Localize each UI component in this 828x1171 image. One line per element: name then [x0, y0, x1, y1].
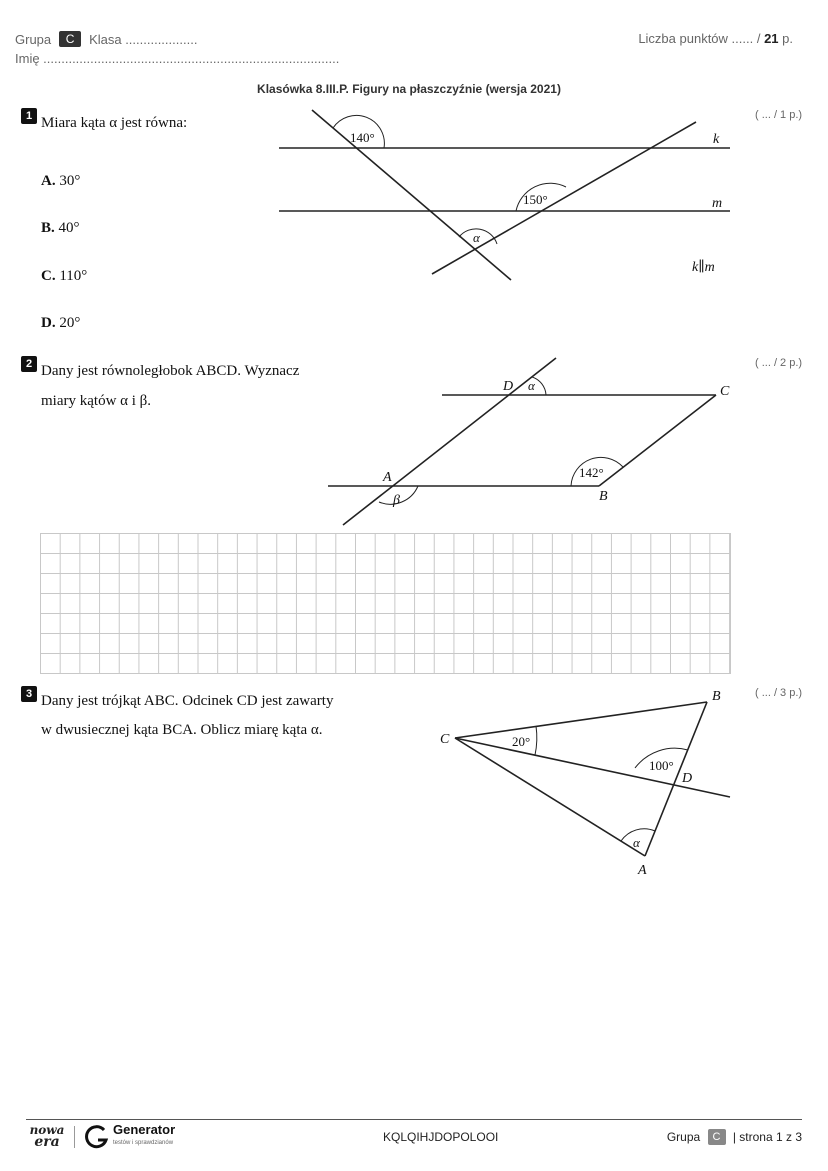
- task3-question-line1: Dany jest trójkąt ABC. Odcinek CD jest zawarty: [41, 693, 334, 709]
- footer-group-badge: C: [708, 1129, 726, 1145]
- side-ca: [455, 738, 645, 856]
- task1-option-b[interactable]: B. 40°: [41, 220, 80, 236]
- page-title: Klasówka 8.III.P. Figury na płaszczyźnie (wersja 2021): [257, 82, 561, 96]
- group-badge: C: [59, 31, 82, 47]
- task3-figure: [430, 680, 750, 880]
- alpha-label: α: [473, 230, 480, 245]
- line-m-label: m: [712, 196, 723, 211]
- task2-figure: [320, 350, 740, 530]
- class-field[interactable]: Klasa ....................: [89, 32, 198, 47]
- line-k-label: k: [713, 132, 720, 147]
- side-ba: [645, 702, 707, 856]
- task1-figure: [270, 100, 750, 290]
- header-group-row: [15, 31, 197, 47]
- alpha-label: α: [528, 378, 535, 393]
- arc-20: [535, 726, 537, 755]
- angle-142-label: 142°: [579, 465, 604, 480]
- task2-question-line1: Dany jest równoległobok ABCD. Wyznacz: [41, 363, 300, 379]
- parallel-note: k∥m: [692, 260, 715, 275]
- angle-140-label: 140°: [350, 130, 375, 145]
- footer-divider: [26, 1119, 802, 1120]
- task1-option-c[interactable]: C. 110°: [41, 268, 88, 284]
- angle-150-label: 150°: [523, 192, 548, 207]
- generator-logo: Generator testów i sprawdzianów: [113, 1122, 176, 1146]
- angle-20-label: 20°: [512, 734, 531, 749]
- page-number: | strona 1 z 3: [732, 1130, 802, 1144]
- task1-option-d[interactable]: D. 20°: [41, 315, 81, 331]
- task2-question-line2: miary kątów α i β.: [41, 393, 152, 409]
- task3-points[interactable]: ( ... / 3 p.): [755, 687, 803, 699]
- vertex-c: C: [440, 732, 450, 747]
- task2-points[interactable]: ( ... / 2 p.): [755, 357, 803, 369]
- line-ad-extended: [343, 358, 556, 525]
- vertex-b: B: [599, 489, 608, 504]
- task1-question: Miara kąta α jest równa:: [41, 115, 188, 131]
- side-cb: [599, 395, 716, 486]
- points-label: Liczba punktów ...... /: [638, 31, 761, 46]
- beta-label: β: [393, 493, 400, 508]
- points-unit: p.: [782, 31, 793, 46]
- logo-divider: [74, 1126, 75, 1148]
- task1-option-a[interactable]: A. 30°: [41, 173, 81, 189]
- document-code: KQLQIHJDOPOLOOI: [383, 1130, 499, 1144]
- footer-group-label: Grupa: [666, 1130, 701, 1144]
- nowa-era-logo: nowa era: [29, 1123, 65, 1150]
- task3-question-line2: w dwusiecznej kąta BCA. Oblicz miarę kąta α.: [41, 722, 323, 738]
- angle-100-label: 100°: [649, 758, 674, 773]
- vertex-d: D: [503, 379, 514, 394]
- vertex-c: C: [720, 384, 730, 399]
- vertex-d: D: [682, 771, 693, 786]
- alpha-label: α: [633, 835, 640, 850]
- generator-icon: [84, 1124, 110, 1150]
- side-cb: [455, 702, 707, 738]
- points-summary: [638, 31, 793, 46]
- transversal-2: [432, 122, 696, 274]
- task-number-1: 1: [21, 108, 37, 124]
- vertex-b: B: [712, 689, 721, 704]
- answer-grid[interactable]: [40, 533, 731, 674]
- task1-points[interactable]: ( ... / 1 p.): [755, 109, 803, 121]
- points-total: 21: [764, 31, 779, 46]
- transversal-1: [312, 110, 511, 280]
- name-field[interactable]: Imię ..................................................................................: [15, 51, 340, 66]
- vertex-a: A: [383, 470, 392, 485]
- task-number-3: 3: [21, 686, 37, 702]
- group-label: Grupa: [15, 32, 52, 47]
- vertex-a: A: [638, 863, 647, 878]
- footer-page-info: [667, 1129, 802, 1145]
- task-number-2: 2: [21, 356, 37, 372]
